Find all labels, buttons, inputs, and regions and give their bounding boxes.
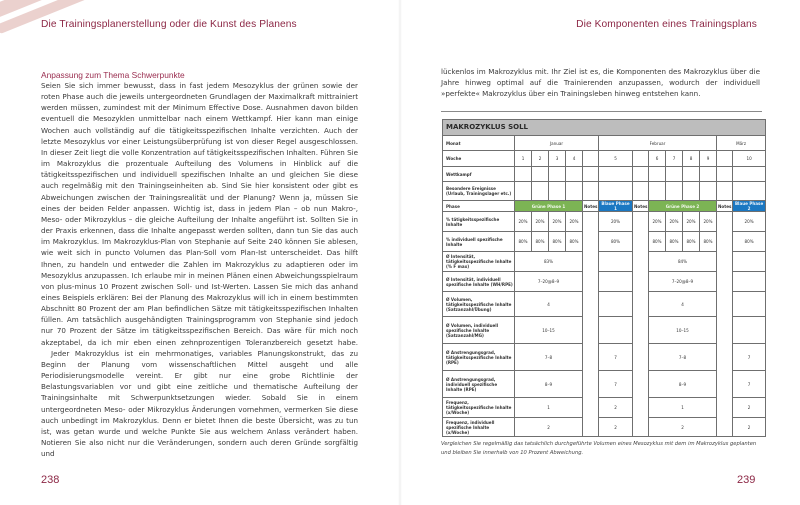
table-row (443, 371, 766, 398)
value-cell: 2 (733, 398, 766, 418)
value-cell: 2 (515, 418, 583, 437)
phase-notes: Notes (583, 201, 599, 212)
row-label: Ø Intensität, individuell spezifische Inhalte (WH/RPE) (443, 272, 515, 292)
table-row (443, 167, 766, 182)
week-cell: 7 (666, 151, 683, 167)
week-cell: 6 (649, 151, 666, 167)
table-row (443, 292, 766, 317)
value-cell: 7–8 (515, 344, 583, 371)
value-cell: 7–8 (649, 344, 717, 371)
value-cell: 20% (683, 212, 700, 232)
table-row (443, 344, 766, 371)
value-cell: 80% (566, 232, 583, 252)
row-label: Ø Anstrengungsgrad, individuell spezifische Inhalte (RPE) (443, 371, 515, 398)
paragraph: Seien Sie sich immer bewusst, dass in fast jedem Mesozyklus der grünen sowie der roten Phase auch die jeweils untergeordneten Grundlagen der Maximalkraft mittrainiert werden müssen, zumindest mit der Minimum Effective Dose. Ausnahmen davon bilden eventuell die Mesozyklen unmittelbar nach einem Wettkampf. Hier kann man einige Wochen auch vollständig auf die tätigkeitsspezifischen Inhalte verzichten. Auch der letzte Mesozyklus vor einer Leistungsüberprüfung ist von dieser Regel ausgeschlossen. In dieser Zeit liegt die volle Konzentration auf tätigkeitsspezifischen Inhalten. Führen Sie im Makrozyklus die prozentuale Aufteilung des Volumens in Hinblick auf die tätigkeitsspezifischen und individuell spezifischen Inhalte an und gleichen Sie diese auch regelmäßig mit den Trainingseinheiten ab. Sind Sie hier konsistent oder gibt es Abweichungen zwischen der Trainingsrealität und der Planung? Wenn ja, müssen Sie eines der beiden Felder anpassen. Wichtig ist, dass in jedem Plan – ob nun Makro-, Meso- oder Mikrozyklus – die gleiche Aufteilung der Inhalte angeführt ist. Sollten Sie in der Praxis erkennen, dass die Inhalte angepasst werden sollten, dann tun Sie das auch im Makrozyklus. Im Makrozyklus-Plan von Stephanie auf Seite 240 können Sie ablesen, wie weit sich in puncto Volumen das Plan-Soll vom Plan-Ist unterscheidet. Das hilft Ihnen, zu handeln und entweder die Zahlen im Makrozyklus zu adaptieren oder im Mesozyklus anzupassen. Ich erlaube mir in meinen Plänen einen Abweichungsspielraum von plus-minus 10 Prozent zwischen Soll- und Ist-Werten. Lassen Sie mich das anhand eines Beispiels erklären: Bei der Planung des Makrozyklus will ich in einem bestimmten Abschnitt 80 Prozent der am Plan befindlichen Sätze mit tätigkeitsspezifischen Inhalten füllen. Am tatsächlich ausgehändigten Trainingsprogramm von Stephanie sind jedoch nur 70 Prozent der Sätze im tätigkeitsspezifischen Bereich. Das wäre für mich noch akzeptabel, da ich mir eben einen zehnprozentigen Toleranzbereich gesetzt habe. (41, 81, 358, 347)
table-row (443, 418, 766, 437)
week-cell: 8 (683, 151, 700, 167)
table-row (443, 151, 766, 167)
row-label: Frequenz, individuell spezifische Inhalte (x/Woche) (443, 418, 515, 437)
row-label: Ø Volumen, tätigkeitsspezifische Inhalte (Satzanzahl/Übung) (443, 292, 515, 317)
value-cell: 7 (599, 344, 633, 371)
row-label: Ø Volumen, individuell spezifische Inhalte (Satzanzahl/MG) (443, 317, 515, 344)
row-label: Ø Intensität, tätigkeitsspezifische Inhalte (% F max) (443, 252, 515, 272)
value-cell: 2 (599, 398, 633, 418)
table-row (443, 252, 766, 272)
value-cell: 84% (649, 252, 717, 272)
value-cell: 7–20@8–9 (649, 272, 717, 292)
value-cell: 10–15 (649, 317, 717, 344)
row-label: Woche (443, 151, 515, 167)
value-cell: 80% (733, 232, 766, 252)
row-label: Besondere Ereignisse (Urlaub, Trainingslager etc.) (443, 182, 515, 201)
divider-rule (441, 111, 762, 112)
value-cell: 2 (649, 418, 717, 437)
value-cell: 2 (733, 418, 766, 437)
makrozyklus-table (442, 119, 766, 437)
running-head-right: Die Komponenten eines Trainingsplans (576, 19, 757, 30)
left-body-text (41, 80, 358, 459)
value-cell: 2 (599, 418, 633, 437)
week-cell: 2 (532, 151, 549, 167)
value-cell: 10–15 (515, 317, 583, 344)
table-caption: Vergleichen Sie regelmäßig das tatsächlich durchgeführte Volumen eines Mesozyklus mit dem im Makrozyklus geplanten und bleiben Sie innerhalb von 10 Prozent Abweichung. (441, 441, 757, 456)
value-cell: 7 (599, 371, 633, 398)
value-cell: 20% (515, 212, 532, 232)
value-cell: 80% (700, 232, 717, 252)
table-row (443, 398, 766, 418)
value-cell: 20% (700, 212, 717, 232)
row-label: Monat (443, 136, 515, 151)
value-cell: 80% (599, 232, 633, 252)
month-cell: Februar (599, 136, 717, 151)
week-cell: 5 (599, 151, 633, 167)
value-cell: 8–9 (649, 371, 717, 398)
row-label: Ø Anstrengungsgrad, tätigkeitsspezifische Inhalte (RPE) (443, 344, 515, 371)
phase-green-2: Grüne Phase 2 (649, 201, 717, 212)
phase-blue-2: Blaue Phase 2 (733, 201, 766, 212)
value-cell: 20% (532, 212, 549, 232)
section-title: Anpassung zum Thema Schwerpunkte (41, 70, 185, 80)
value-cell: 20% (733, 212, 766, 232)
value-cell: 1 (515, 398, 583, 418)
phase-blue-1: Blaue Phase 1 (599, 201, 633, 212)
week-cell: 9 (700, 151, 717, 167)
row-label: Wettkampf (443, 167, 515, 182)
paragraph: Jeder Makrozyklus ist ein mehrmonatiges, variables Planungskonstrukt, das zu Beginn der Planung vom wissenschaftlichen Mittel ausgeht und alle Periodisierungsmodelle vereint. Er gibt nur eine grobe Richtlinie der Belastungsvariablen vor und gibt eine zeitliche und thematische Aufteilung der Trainingsinhalte mit Schwerpunktsetzungen wieder. Sobald Sie in einem untergeordneten Meso- oder Mikrozyklus Änderungen vornehmen, vermerken Sie diese auch unbedingt im Makrozyklus. Denn er bietet Ihnen die beste Übersicht, was zu tun ist, was getan wurde und welche Punkte Sie aus welchem Anlass verändert haben. Notieren Sie also nicht nur die Veränderungen, sondern auch deren Gründe sorgfältig und (41, 348, 358, 459)
value-cell: 4 (515, 292, 583, 317)
value-cell: 4 (649, 292, 717, 317)
value-cell: 80% (515, 232, 532, 252)
row-label: % individuell spezifische Inhalte (443, 232, 515, 252)
value-cell: 20% (649, 212, 666, 232)
week-cell (583, 151, 599, 167)
running-head-left: Die Trainingsplanerstellung oder die Kunst des Planens (41, 19, 297, 30)
value-cell: 80% (649, 232, 666, 252)
value-cell: 80% (549, 232, 566, 252)
right-body-text (441, 66, 760, 99)
table-row (443, 317, 766, 344)
value-cell: 1 (649, 398, 717, 418)
page-number-right: 239 (737, 474, 756, 486)
month-cell: Januar (515, 136, 599, 151)
value-cell: 80% (683, 232, 700, 252)
table-title: MAKROZYKLUS SOLL (443, 120, 766, 136)
value-cell: 20% (566, 212, 583, 232)
phase-green-1: Grüne Phase 1 (515, 201, 583, 212)
table-row (443, 136, 766, 151)
value-cell: 7 (733, 344, 766, 371)
value-cell: 83% (515, 252, 583, 272)
row-label: Phase (443, 201, 515, 212)
month-cell: März (717, 136, 766, 151)
phase-notes: Notes (633, 201, 649, 212)
row-label: Frequenz, tätigkeitsspezifische Inhalte (x/Woche) (443, 398, 515, 418)
table-title-row (443, 120, 766, 136)
table-row (443, 232, 766, 252)
value-cell: 20% (599, 212, 633, 232)
phase-notes: Notes (717, 201, 733, 212)
page-number-left: 238 (41, 474, 60, 486)
value-cell: 7 (733, 371, 766, 398)
week-cell: 4 (566, 151, 583, 167)
row-label: % tätigkeitsspezifische Inhalte (443, 212, 515, 232)
value-cell: 80% (532, 232, 549, 252)
value-cell: 20% (666, 212, 683, 232)
table-row (443, 182, 766, 201)
week-cell: 3 (549, 151, 566, 167)
week-cell: 10 (733, 151, 766, 167)
phase-row (443, 201, 766, 212)
week-cell (717, 151, 733, 167)
table-row (443, 212, 766, 232)
week-cell: 1 (515, 151, 532, 167)
value-cell: 7–20@8–9 (515, 272, 583, 292)
value-cell: 20% (549, 212, 566, 232)
paragraph: lückenlos im Makrozyklus mit. Ihr Ziel ist es, die Komponenten des Makrozyklus über die Jahre hinweg optimal auf die Trainierenden anzupassen, wodurch der individuell »perfekte« Makrozyklus über ein Trainingsleben hinweg entstehen kann. (441, 67, 760, 99)
week-cell (633, 151, 649, 167)
value-cell: 8–9 (515, 371, 583, 398)
value-cell: 80% (666, 232, 683, 252)
table-row (443, 272, 766, 292)
